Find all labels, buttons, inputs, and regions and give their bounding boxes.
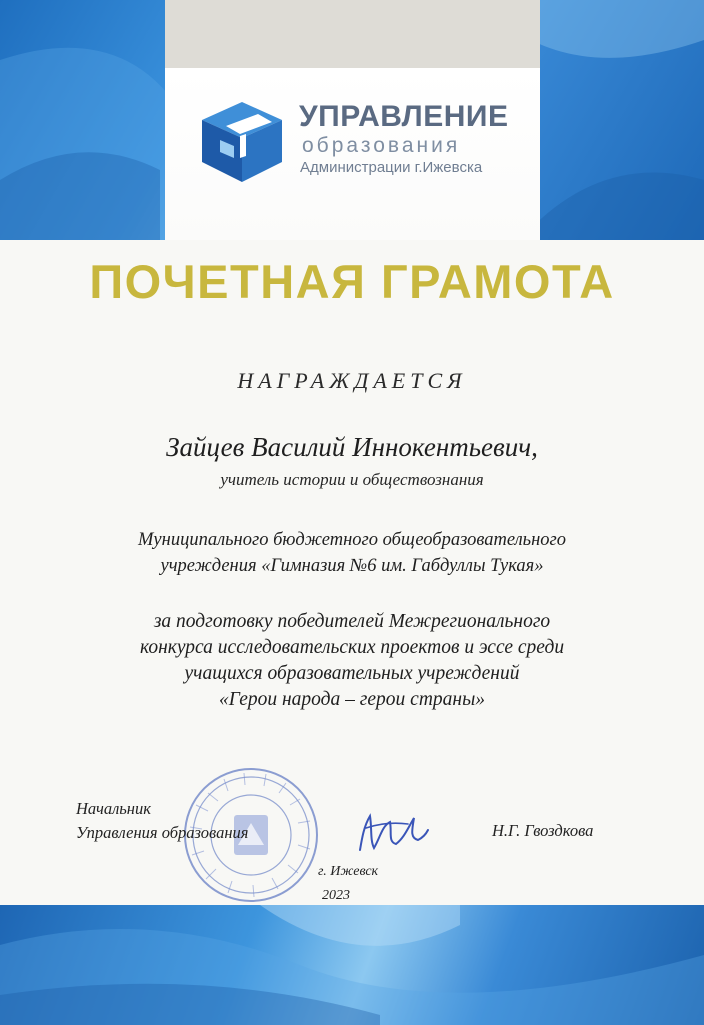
organization-block [0,527,704,579]
organization-line: учреждения «Гимназия №6 им. Габдуллы Тукая» [160,556,544,576]
signer-name: Н.Г. Гвоздкова [492,821,594,840]
logo-caption: Администрации г.Ижевска [300,159,483,176]
reason-line: «Герои народа – герои страны» [218,689,486,710]
certificate-title: ПОЧЕТНАЯ ГРАМОТА [89,255,615,308]
education-department-logo [196,96,536,196]
signer-title-line: Начальник [76,799,151,818]
reason-line: конкурса исследовательских проектов и эссе среди [139,637,565,658]
blue-cube-icon [196,96,288,188]
signer-title-line: Управления образования [76,823,249,842]
awarded-heading: НАГРАЖДАЕТСЯ [237,368,467,393]
bottom-blue-band [0,905,704,1025]
logo-title: УПРАВЛЕНИЕ [299,100,509,133]
handwritten-signature [352,808,430,858]
signer-title [76,797,248,845]
logo-subtitle: образования [302,134,461,157]
reason-line: учащихся образовательных учреждений [184,663,520,684]
issue-city: г. Ижевск [318,864,379,879]
organization-line: Муниципального бюджетного общеобразовательного [138,530,566,550]
recipient-name: Зайцев Василий Иннокентьевич, [166,432,538,462]
reason-line: за подготовку победителей Межрегионального [153,611,551,632]
recipient-position: учитель истории и обществознания [220,470,484,489]
award-reason-block [0,609,704,713]
issue-year: 2023 [322,888,350,903]
